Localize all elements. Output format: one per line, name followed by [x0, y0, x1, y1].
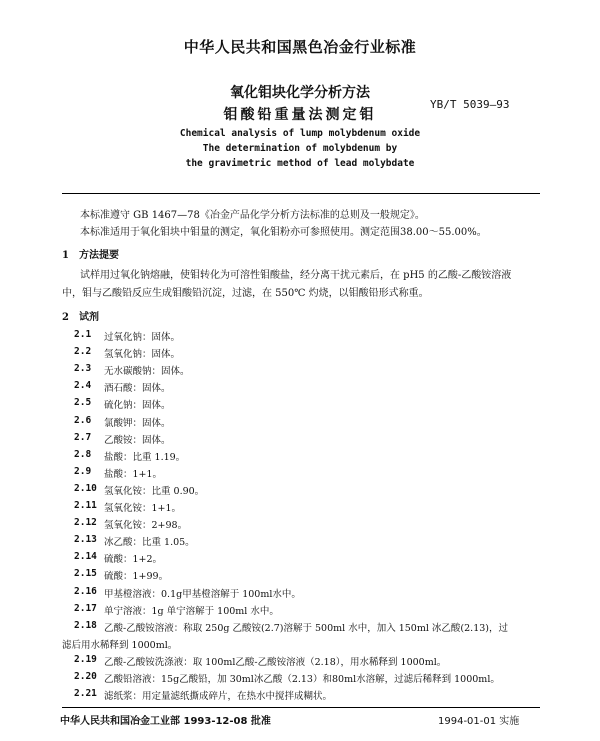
reagent-number: 2.14 — [74, 551, 97, 563]
reagent-number: 2.21 — [74, 688, 97, 700]
english-title-line-3: the gravimetric method of lead molybdate — [185, 158, 415, 169]
standard-body-header: 中华人民共和国黑色冶金行业标准 — [183, 38, 417, 56]
reagent-number: 2.11 — [74, 500, 97, 511]
section-1-body-line-1: 试样用过氧化钠熔融，使钼转化为可溶性钼酸盐，经分离干扰元素后，在 pH5 的乙酸-乙酸铵溶液 — [80, 270, 512, 281]
section-2-heading: 2 试剂 — [62, 312, 99, 323]
reagent-number: 2.20 — [74, 671, 97, 682]
reagent-text: 氯酸钾：固体。 — [104, 417, 171, 429]
reagent-text: 氢氧化铵：比重 0.90。 — [104, 485, 205, 497]
section-1-body-line-2: 中，钼与乙酸铅反应生成钼酸铅沉淀，过滤，在 550℃ 灼烧，以钼酸铅形式称重。 — [62, 288, 429, 299]
reagent-number: 2.1 — [74, 329, 92, 340]
reagent-text: 乙酸铵：固体。 — [104, 434, 171, 446]
reagent-text: 氢氧化钠：固体。 — [104, 349, 181, 361]
reagent-number: 2.2 — [74, 346, 92, 358]
footer-divider — [62, 707, 540, 708]
title-line-2: 钼酸铅重量法测定钼 — [223, 107, 377, 123]
reagent-number: 2.13 — [74, 534, 97, 546]
title-line-1: 氧化钼块化学分析方法 — [230, 85, 370, 101]
reagent-text: 乙酸-乙酸铵洗涤液：取 100ml乙酸-乙酸铵溶液（2.18），用水稀释到 1000ml。 — [104, 656, 447, 668]
reagent-number: 2.19 — [74, 653, 97, 665]
reagent-number: 2.10 — [74, 482, 97, 494]
reagent-text: 硫化钠：固体。 — [104, 400, 171, 412]
reagent-number: 2.3 — [74, 363, 92, 375]
section-1-heading: 1 方法提要 — [62, 250, 119, 261]
reagent-text: 滤纸浆：用定量滤纸撕成碎片，在热水中搅拌成糊状。 — [104, 691, 333, 703]
reagent-number: 2.18 — [74, 619, 97, 631]
effective-date: 1994-01-01 实施 — [438, 716, 520, 727]
reagent-text: 甲基橙溶液：0.1g甲基橙溶解于 100ml水中。 — [104, 588, 301, 600]
reagent-number: 2.17 — [74, 602, 97, 614]
reagent-text: 硫酸：1+99。 — [104, 571, 169, 583]
reagent-number: 2.6 — [74, 414, 92, 426]
reagent-number: 2.12 — [74, 517, 97, 529]
reagent-text: 氢氧化铵：1+1。 — [104, 503, 182, 514]
intro-line-1: 本标准遵守 GB 1467—78《冶金产品化学分析方法标准的总则及一般规定》。 — [80, 210, 425, 221]
approval-line: 中华人民共和国冶金工业部 1993-12-08 批准 — [60, 716, 271, 727]
reagent-text: 乙酸-乙酸铵溶液：称取 250g 乙酸铵(2.7)溶解于 500ml 水中，加入 150ml 冰乙酸(2.13)，过 — [104, 622, 508, 634]
reagent-text: 乙酸铅溶液：15g乙酸铅，加 30ml冰乙酸（2.13）和80ml水溶解，过滤后稀释到 1000ml。 — [104, 674, 500, 685]
reagent-number: 2.16 — [74, 585, 97, 597]
english-title-line-2: The determination of molybdenum by — [202, 143, 398, 154]
header-divider — [62, 193, 540, 194]
reagent-text: 单宁溶液：1g 单宁溶解于 100ml 水中。 — [104, 605, 279, 617]
reagent-text: 盐酸：1+1。 — [104, 468, 163, 480]
reagent-text: 硫酸：1+2。 — [104, 554, 163, 566]
standard-number: YB/T 5039—93 — [430, 98, 510, 111]
reagent-number: 2.4 — [74, 380, 92, 392]
reagent-number: 2.8 — [74, 448, 92, 460]
reagent-text: 无水碳酸钠：固体。 — [104, 366, 190, 378]
intro-line-2: 本标准适用于氧化钼块中钼量的测定，氧化钼粉亦可参照使用。测定范围38.00～55.00%。 — [80, 227, 487, 238]
reagent-text: 过氧化钠：固体。 — [104, 332, 181, 343]
reagent-text: 盐酸：比重 1.19。 — [104, 451, 186, 463]
reagent-number: 2.5 — [74, 397, 92, 409]
reagent-text: 酒石酸：固体。 — [104, 383, 171, 395]
reagent-text: 氢氧化铵：2+98。 — [104, 520, 188, 532]
english-title-line-1: Chemical analysis of lump molybdenum oxide — [179, 128, 421, 139]
reagent-number: 2.15 — [74, 568, 97, 580]
reagent-number: 2.7 — [74, 431, 92, 443]
reagent-text: 冰乙酸：比重 1.05。 — [104, 537, 195, 549]
reagent-text-continuation: 滤后用水稀释到 1000ml。 — [62, 639, 178, 651]
reagent-number: 2.9 — [74, 465, 92, 477]
